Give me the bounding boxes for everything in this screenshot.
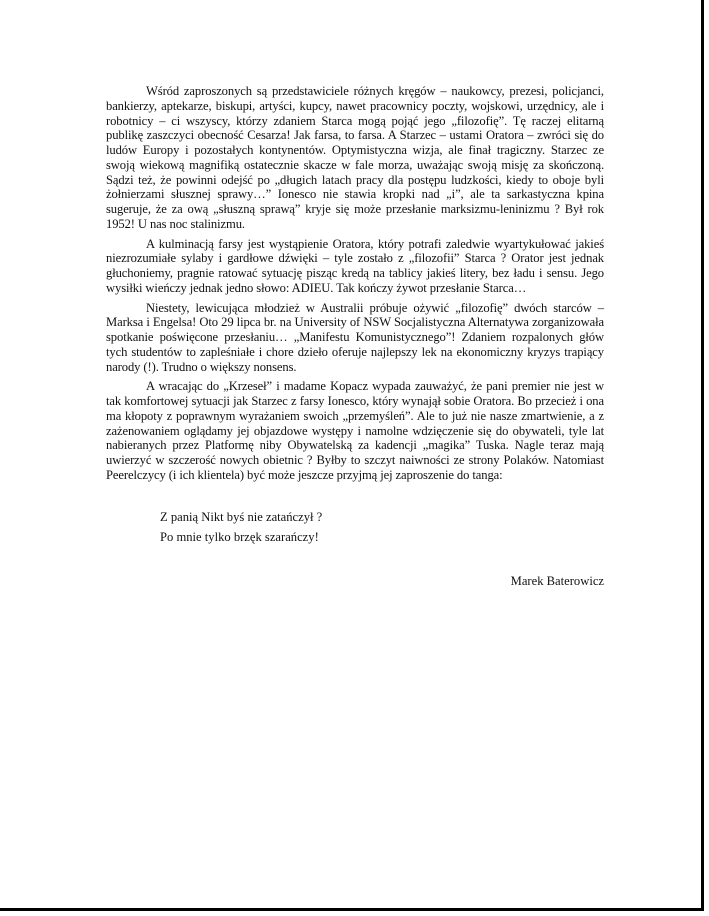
document-body — [106, 84, 604, 588]
author-signature: Marek Baterowicz — [510, 573, 604, 588]
poem-quote — [106, 507, 604, 547]
paragraph-3: Niestety, lewicująca młodzież w Australii próbuje ożywić „filozofię” dwóch starców – Marksa i Engelsa! Oto 29 lipca br. na University of NSW Socjalistyczna Alternatywa zorganizowała spotkanie poświęcone przesłaniu… „Manifestu Komunistycznego”! Zdaniem rozpalonych głów tych studentów to zapleśniałe i chore dzieło oferuje najlepszy lek na ekonomiczny kryzys trapiący narody (!). Trudno o większy nonsens. — [106, 300, 604, 374]
paragraph-2: A kulminacją farsy jest wystąpienie Oratora, który potrafi zaledwie wyartykułować jakieś niezrozumiałe sylaby i gardłowe dźwięki – tyle zostało z „filozofii” Starca ? Orator jest jednak głuchoniemy, pragnie ratować sytuację pisząc kredą na tablicy jakieś litery, bez ładu i sensu. Jego wysiłki wieńczy jednak jedno słowo: ADIEU. Tak kończy żywot przesłanie Starca… — [106, 236, 604, 295]
paragraph-1: Wśród zaproszonych są przedstawiciele różnych kręgów – naukowcy, prezesi, policjanci, bankierzy, aptekarze, biskupi, artyści, kupcy, nawet pracownicy poczty, wojskowi, urzędnicy, ale i robotnicy – ci wszyscy, którzy zdaniem Starca mogą pojąć jego „filozofię”. Tę raczej elitarną publikę zaszczyci obecność Cesarza! Jak farsa, to farsa. A Starzec – ustami Oratora – zwróci się do ludów Europy i pozostałych kontynentów. Optymistyczna wizja, ale finał tragiczny. Starzec ze swoją wiekową magnifiką ostatecznie skacze w fale morza, uważając swoją misję za skończoną. Sądzi też, że powinni odejść po „długich latach pracy dla postępu ludzkości, kiedy to oboje byli żołnierzami słusznej sprawy…” Ionesco nie stawia kropki nad „i”, ale ta sarkastyczna kpina sugeruje, że za ową „słuszną sprawą” kryje się może przesłanie marksizmu-leninizmu ? Był rok 1952! U nas noc stalinizmu. — [106, 84, 604, 231]
poem-line-1: Z panią Nikt byś nie zatańczył ? — [160, 509, 323, 524]
poem-line-2: Po mnie tylko brzęk szarańczy! — [160, 529, 319, 544]
paragraph-4: A wracając do „Krzeseł” i madame Kopacz wypada zauważyć, że pani premier nie jest w tak komfortowej sytuacji jak Starzec z farsy Ionesco, który wynajął sobie Oratora. Bo przecież i ona ma kłopoty z poprawnym wyrażaniem swoich „przemyśleń”. Ale to już nie nasze zmartwienie, a z zażenowaniem oglądamy jej objazdowe występy i namolne wdzięczenie się do obywateli, tyle lat nabieranych przez Platformę niby Obywatelską za kadencji „magika” Tuska. Nagle teraz mają uwierzyć w szczerość nowych obietnic ? Byłby to szczyt naiwności ze strony Polaków. Natomiast Peerelczycy (i ich klientela) być może jeszcze przyjmą jej zaproszenie do tanga: — [106, 379, 604, 482]
